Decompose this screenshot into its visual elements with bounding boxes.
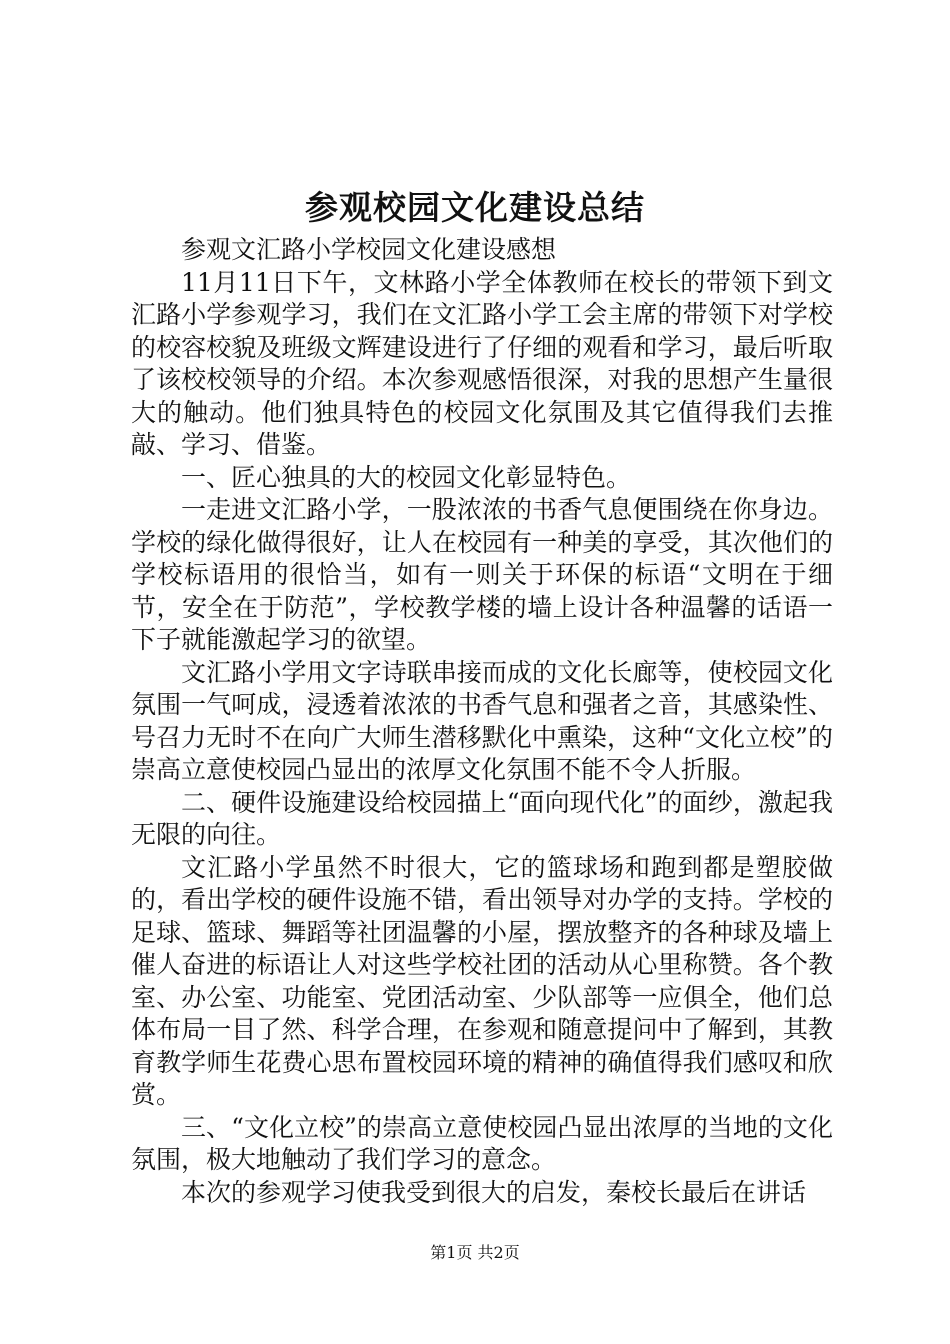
section-heading-1: 一、匠心独具的大的校园文化彰显特色。 xyxy=(181,462,632,492)
paragraph: 文汇路小学虽然不时很大，它的篮球场和跑到都是塑胶做的，看出学校的硬件设施不错，看出领导对办学的支持。学校的足球、篮球、舞蹈等社团温馨的小屋，摆放整齐的各种球及墙上催人奋进的标语让人对这些学校社团的活动从心里称赞。各个教室、办公室、功能室、党团活动室、少队部等一应俱全，他们总体布局一目了然、科学合理，在参观和随意提问中了解到，其教育教学师生花费心思布置校园环境的精神的确值得我们感叹和欣赏。 xyxy=(131,852,833,1109)
paragraph: 本次的参观学习使我受到很大的启发，秦校长最后在讲话 xyxy=(181,1177,807,1207)
document-title: 参观校园文化建设总结 xyxy=(305,188,645,227)
page-footer: 第1页 共2页 xyxy=(430,1243,520,1262)
document-body xyxy=(131,234,833,1209)
paragraph-subtitle: 参观文汇路小学校园文化建设感想 xyxy=(181,235,557,264)
paragraph: 一走进文汇路小学，一股浓浓的书香气息便围绕在你身边。学校的绿化做得很好，让人在校园有一种美的享受，其次他们的学校标语用的很恰当，如有一则关于环保的标语“文明在于细节，安全在于防范”，学校教学楼的墙上设计各种温馨的话语一下子就能激起学习的欲望。 xyxy=(131,495,833,654)
section-heading-3: 三、“文化立校”的崇高立意使校园凸显出浓厚的当地的文化氛围，极大地触动了我们学习的意念。 xyxy=(131,1112,833,1174)
paragraph: 文汇路小学用文字诗联串接而成的文化长廊等，使校园文化氛围一气呵成，浸透着浓浓的书香气息和强者之音，其感染性、号召力无时不在向广大师生潜移默化中熏染，这种“文化立校”的崇高立意使校园凸显出的浓厚文化氛围不能不令人折服。 xyxy=(131,657,833,784)
section-heading-2: 二、硬件设施建设给校园描上“面向现代化”的面纱，激起我无限的向往。 xyxy=(131,787,833,849)
paragraph-intro: 11月11日下午，文林路小学全体教师在校长的带领下到文汇路小学参观学习，我们在文汇路小学工会主席的带领下对学校的校容校貌及班级文辉建设进行了仔细的观看和学习，最后听取了该校校领导的介绍。本次参观感悟很深，对我的思想产生量很大的触动。他们独具特色的校园文化氛围及其它值得我们去推敲、学习、借鉴。 xyxy=(131,267,833,459)
